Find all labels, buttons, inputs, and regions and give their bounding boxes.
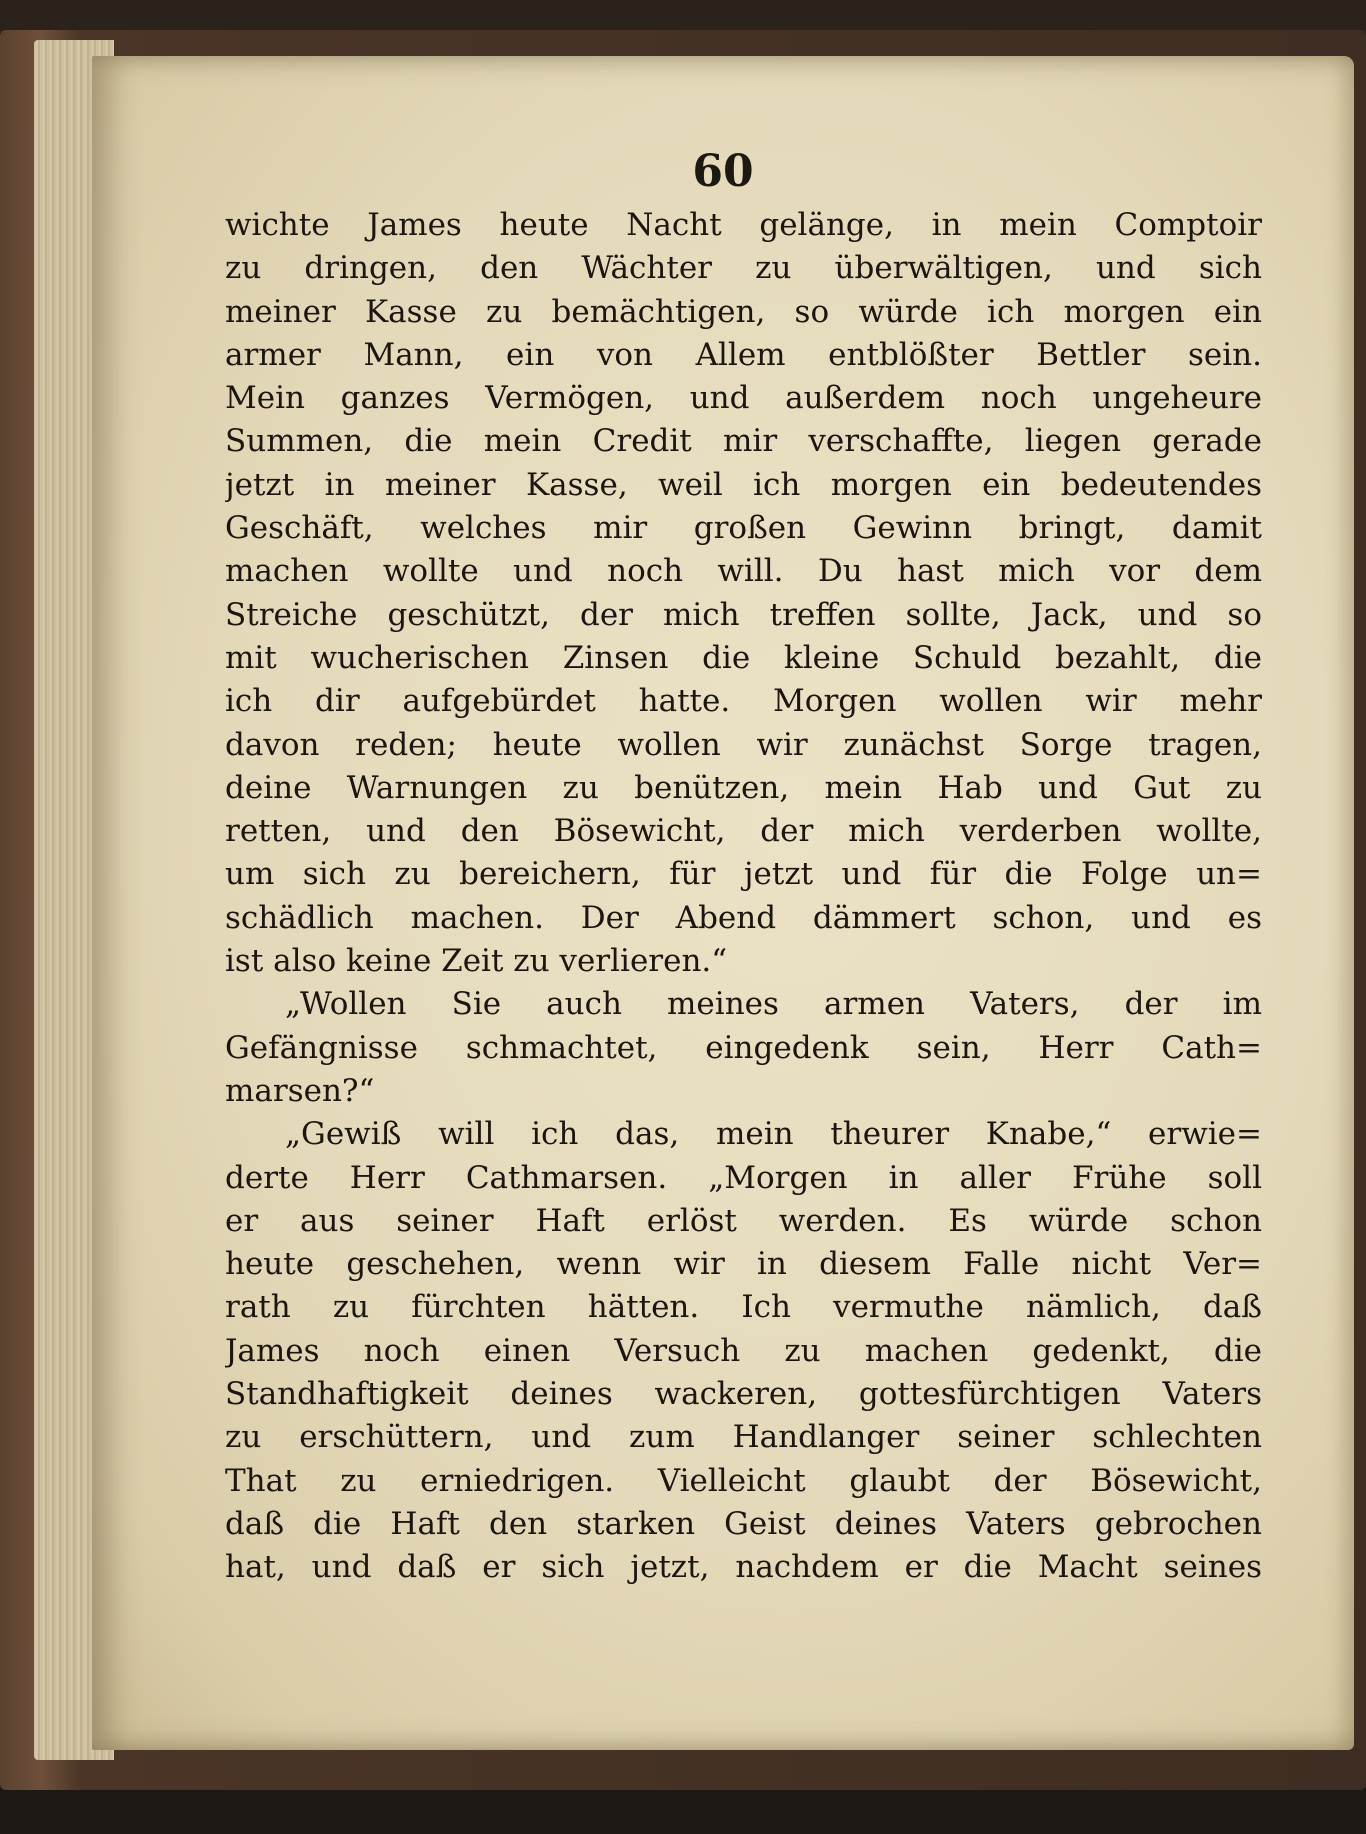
text-line: rath zu fürchten hätten. Ich vermuthe nämlich, daß xyxy=(225,1289,1262,1326)
text-line: „Wollen Sie auch meines armen Vaters, der im xyxy=(285,986,1262,1023)
text-line: jetzt in meiner Kasse, weil ich morgen ein bedeutendes xyxy=(225,466,1262,503)
text-line: Gefängnisse schmachtet, eingedenk sein, Herr Cath= xyxy=(225,1029,1262,1066)
text-line: Geschäft, welches mir großen Gewinn bringt, damit xyxy=(225,510,1262,547)
text-line: That zu erniedrigen. Vielleicht glaubt der Bösewicht, xyxy=(225,1462,1262,1499)
text-line: „Gewiß will ich das, mein theurer Knabe,“ erwie= xyxy=(285,1116,1262,1153)
text-line: er aus seiner Haft erlöst werden. Es würde schon xyxy=(225,1202,1262,1239)
text-line: schädlich machen. Der Abend dämmert schon, und es xyxy=(225,899,1262,936)
text-line: um sich zu bereichern, für jetzt und für die Folge un= xyxy=(225,856,1262,893)
text-line: deine Warnungen zu benützen, mein Hab und Gut zu xyxy=(225,769,1262,806)
text-line: ich dir aufgebürdet hatte. Morgen wollen wir mehr xyxy=(225,683,1262,720)
text-line: retten, und den Bösewicht, der mich verderben wollte, xyxy=(225,813,1262,850)
text-line: marsen?“ xyxy=(225,1072,375,1109)
text-line: wichte James heute Nacht gelänge, in mein Comptoir xyxy=(225,207,1262,243)
page-number: 60 xyxy=(692,146,754,197)
text-line: heute geschehen, wenn wir in diesem Falle nicht Ver= xyxy=(225,1246,1262,1283)
body-text xyxy=(225,204,1262,1590)
book-page xyxy=(92,56,1354,1750)
text-line: James noch einen Versuch zu machen gedenkt, die xyxy=(225,1332,1262,1369)
text-line: zu erschüttern, und zum Handlanger seiner schlechten xyxy=(225,1419,1262,1456)
text-line: Standhaftigkeit deines wackeren, gottesfürchtigen Vaters xyxy=(225,1376,1262,1413)
text-line: ist also keine Zeit zu verlieren.“ xyxy=(225,943,728,980)
text-line: davon reden; heute wollen wir zunächst Sorge tragen, xyxy=(225,726,1262,763)
text-line: Mein ganzes Vermögen, und außerdem noch ungeheure xyxy=(225,380,1262,417)
text-line: daß die Haft den starken Geist deines Vaters gebrochen xyxy=(225,1505,1262,1542)
text-line: hat, und daß er sich jetzt, nachdem er die Macht seines xyxy=(225,1549,1262,1586)
text-line: meiner Kasse zu bemächtigen, so würde ich morgen ein xyxy=(225,293,1262,330)
text-line: zu dringen, den Wächter zu überwältigen, und sich xyxy=(225,250,1262,287)
text-line: machen wollte und noch will. Du hast mich vor dem xyxy=(225,553,1262,590)
text-line: Summen, die mein Credit mir verschaffte, liegen gerade xyxy=(225,423,1262,460)
text-line: derte Herr Cathmarsen. „Morgen in aller Frühe soll xyxy=(225,1159,1262,1196)
text-line: Streiche geschützt, der mich treffen sollte, Jack, und so xyxy=(225,596,1262,633)
text-line: armer Mann, ein von Allem entblößter Bettler sein. xyxy=(225,336,1262,373)
text-line: mit wucherischen Zinsen die kleine Schuld bezahlt, die xyxy=(225,639,1262,676)
